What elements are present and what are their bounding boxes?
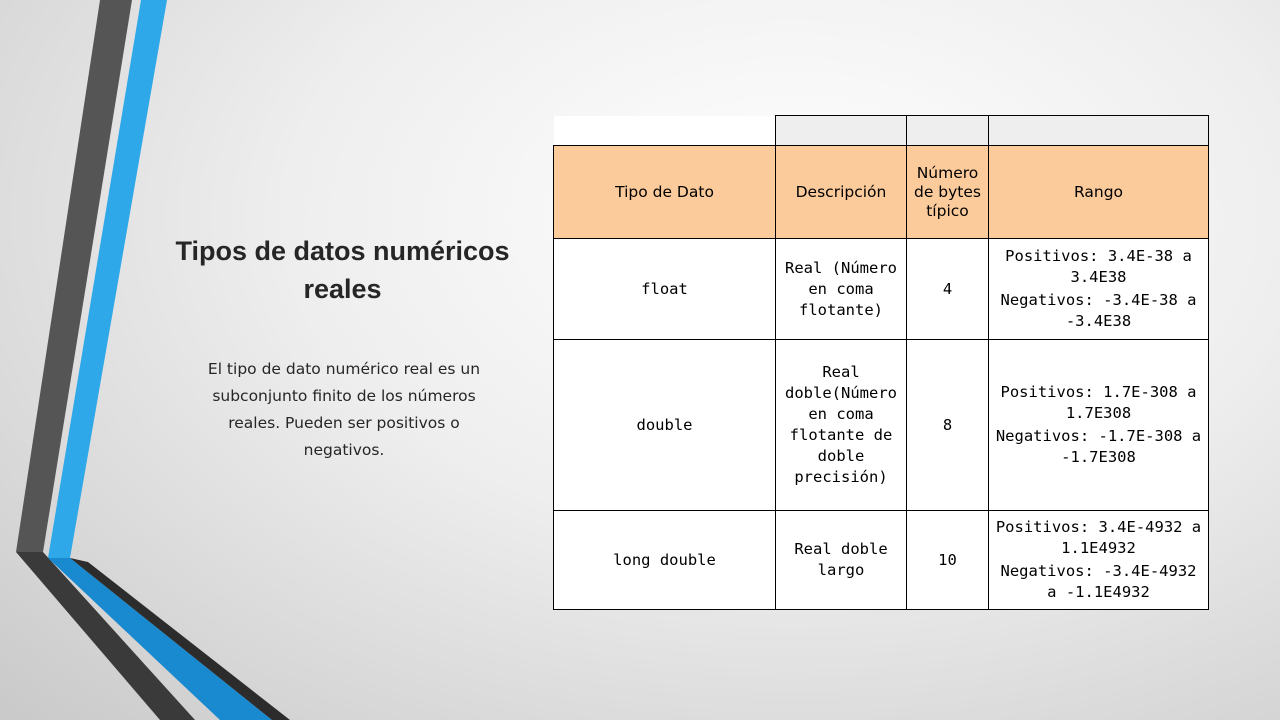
rango-negativos: Negativos: -3.4E-38 a -3.4E38 [1000, 291, 1197, 330]
header-descripcion: Descripción [776, 146, 907, 239]
header-rango: Rango [989, 146, 1209, 239]
cell-descripcion: Real (Número en coma flotante) [776, 239, 907, 340]
cell-tipo: long double [554, 511, 776, 610]
cell-rango [989, 511, 1209, 610]
table-header-row [554, 146, 1209, 239]
table-row [554, 511, 1209, 610]
table-blank-row [554, 116, 1209, 146]
rango-positivos: Positivos: 3.4E-4932 a 1.1E4932 [995, 518, 1202, 557]
cell-bytes: 8 [907, 340, 989, 511]
slide-body-text: El tipo de dato numérico real es un subconjunto finito de los números reales. Pueden ser positivos o negativos. [207, 360, 481, 459]
rango-positivos: Positivos: 1.7E-308 a 1.7E308 [1000, 383, 1197, 422]
table-cell [989, 116, 1209, 146]
table-row [554, 340, 1209, 511]
slide-title: Tipos de datos numéricos reales [175, 236, 510, 304]
cell-descripcion: Real doble largo [776, 511, 907, 610]
rango-negativos: Negativos: -1.7E-308 a -1.7E308 [995, 427, 1202, 466]
table-row [554, 239, 1209, 340]
data-types-table [553, 115, 1209, 610]
table-cell [907, 116, 989, 146]
header-tipo: Tipo de Dato [554, 146, 776, 239]
rango-positivos: Positivos: 3.4E-38 a 3.4E38 [1005, 247, 1192, 286]
cell-tipo: double [554, 340, 776, 511]
cell-tipo: float [554, 239, 776, 340]
table-cell [554, 116, 776, 146]
cell-rango [989, 340, 1209, 511]
header-bytes: Número de bytes típico [907, 146, 989, 239]
table-cell [776, 116, 907, 146]
cell-rango [989, 239, 1209, 340]
cell-descripcion: Real doble(Número en coma flotante de doble precisión) [776, 340, 907, 511]
cell-bytes: 10 [907, 511, 989, 610]
cell-bytes: 4 [907, 239, 989, 340]
rango-negativos: Negativos: -3.4E-4932 a -1.1E4932 [1000, 562, 1197, 601]
